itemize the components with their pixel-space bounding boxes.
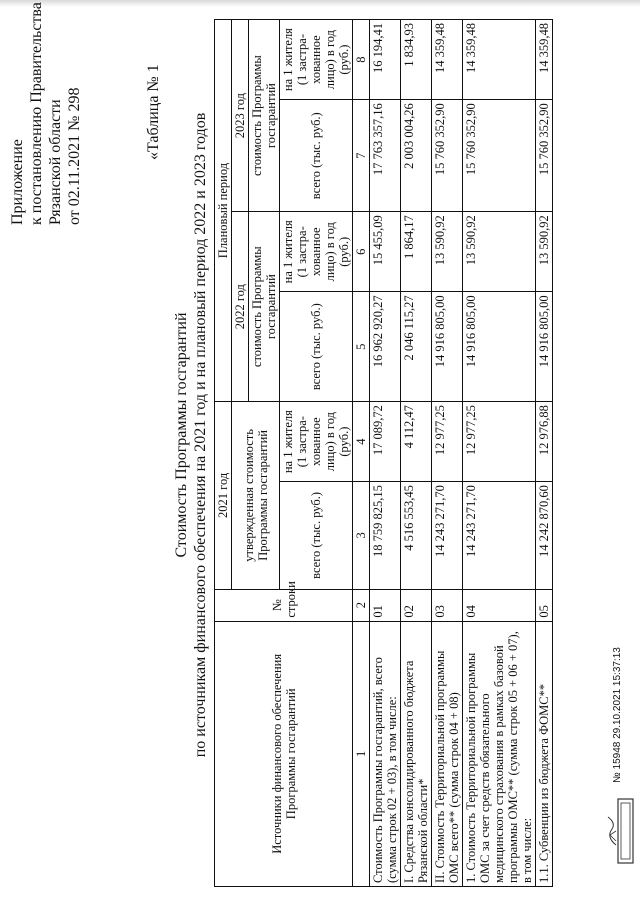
value-cell: 14 359,48 — [432, 20, 463, 100]
column-number: 7 — [353, 100, 370, 212]
value-cell: 14 916 805,00 — [536, 292, 553, 402]
header-row-number: № строки — [215, 589, 353, 621]
value-cell: 12 976,88 — [536, 402, 553, 482]
column-number: 5 — [353, 292, 370, 402]
appendix-line-2: к постановлению Правительства — [28, 2, 45, 225]
appendix-line-3: Рязанской области — [47, 99, 64, 225]
value-cell: 15 455,09 — [370, 212, 401, 292]
value-cell: 13 590,92 — [432, 212, 463, 292]
value-cell: 15 760 352,90 — [432, 100, 463, 212]
value-cell: 12 977,25 — [463, 402, 536, 482]
value-cell: 1 834,93 — [401, 20, 432, 100]
value-cell: 18 759 825,15 — [370, 482, 401, 590]
header-program-cost-2023: стоимость Программы госгарантий — [249, 20, 280, 212]
column-number-row — [353, 20, 370, 887]
column-number: 1 — [353, 621, 370, 886]
header-program-cost-2022: стоимость Программы госгарантий — [249, 212, 280, 402]
value-cell: 17 089,72 — [370, 402, 401, 482]
header-total-2021: всего (тыс. руб.) — [280, 482, 353, 590]
column-number: 4 — [353, 402, 370, 482]
column-number: 8 — [353, 20, 370, 100]
value-cell: 4 516 553,45 — [401, 482, 432, 590]
row-label: 1. Стоимость Территориальной программы ОМС за счет средств обязательного медицинского страхования в рамках базовой программы ОМС** (сумма строк 05 + 06 + 07), в том числе: — [463, 621, 536, 886]
table-row — [401, 20, 432, 887]
header-source: Источники финансового обеспечения Программы госгарантий — [215, 621, 353, 886]
value-cell: 12 977,25 — [432, 402, 463, 482]
header-year-2023: 2023 год — [232, 20, 249, 212]
table-row — [370, 20, 401, 887]
document-title: Стоимость Программы госгарантий — [173, 312, 190, 558]
row-label: II. Стоимость Территориальной программы ОМС всего** (сумма строк 04 + 08) — [432, 621, 463, 886]
value-cell: 14 243 271,70 — [463, 482, 536, 590]
value-cell: 14 359,48 — [463, 20, 536, 100]
header-year-2021: 2021 год — [215, 402, 232, 590]
header-total-2023: всего (тыс. руб.) — [280, 100, 353, 212]
column-number: 6 — [353, 212, 370, 292]
table-row — [432, 20, 463, 887]
value-cell: 14 242 870,60 — [536, 482, 553, 590]
cost-table — [214, 19, 553, 887]
registration-note: № 15948 29.10.2021 15:37:13 — [612, 647, 623, 783]
value-cell: 14 243 271,70 — [432, 482, 463, 590]
header-approved-cost: утвержденная стоимость Программы госгарантий — [232, 402, 280, 590]
table-row — [536, 20, 553, 887]
row-number: 04 — [463, 589, 536, 621]
value-cell: 15 760 352,90 — [536, 100, 553, 212]
appendix-line-1: Приложение — [9, 139, 26, 225]
row-label: Стоимость Программы госгарантий, всего (сумма строк 02 + 03), в том числе: — [370, 621, 401, 886]
value-cell: 16 962 920,27 — [370, 292, 401, 402]
approval-stamp — [604, 795, 636, 865]
header-per-insured-2022: на 1 жителя (1 застра-хованное лицо) в год (руб.) — [280, 212, 353, 292]
document-subtitle: по источникам финансового обеспечения на 2021 год и на плановый период 2022 и 2023 годов — [192, 112, 209, 758]
value-cell: 13 590,92 — [463, 212, 536, 292]
value-cell: 2 003 004,26 — [401, 100, 432, 212]
row-label: I. Средства консолидированного бюджета Рязанской области* — [401, 621, 432, 886]
row-number: 02 — [401, 589, 432, 621]
value-cell: 14 359,48 — [536, 20, 553, 100]
header-per-insured-2023: на 1 жителя (1 застра-хованное лицо) в год (руб.) — [280, 20, 353, 100]
value-cell: 14 916 805,00 — [432, 292, 463, 402]
value-cell: 1 864,17 — [401, 212, 432, 292]
row-number: 05 — [536, 589, 553, 621]
header-year-2022: 2022 год — [232, 212, 249, 402]
appendix-line-4: от 02.11.2021 № 298 — [66, 87, 83, 225]
table-label: «Таблица № 1 — [145, 64, 162, 160]
value-cell: 17 763 357,16 — [370, 100, 401, 212]
appendix-header — [8, 2, 84, 225]
value-cell: 4 112,47 — [401, 402, 432, 482]
row-number: 03 — [432, 589, 463, 621]
value-cell: 15 760 352,90 — [463, 100, 536, 212]
value-cell: 16 194,41 — [370, 20, 401, 100]
row-label: 1.1. Субвенции из бюджета ФОМС** — [536, 621, 553, 886]
row-number: 01 — [370, 589, 401, 621]
header-total-2022: всего (тыс. руб.) — [280, 292, 353, 402]
value-cell: 13 590,92 — [536, 212, 553, 292]
table-row — [463, 20, 536, 887]
column-number: 2 — [353, 589, 370, 621]
column-number: 3 — [353, 482, 370, 590]
header-per-insured-2021: на 1 жителя (1 застра-хованное лицо) в год (руб.) — [280, 402, 353, 482]
value-cell: 14 916 805,00 — [463, 292, 536, 402]
value-cell: 2 046 115,27 — [401, 292, 432, 402]
header-planned-period: Плановый период — [215, 20, 232, 402]
